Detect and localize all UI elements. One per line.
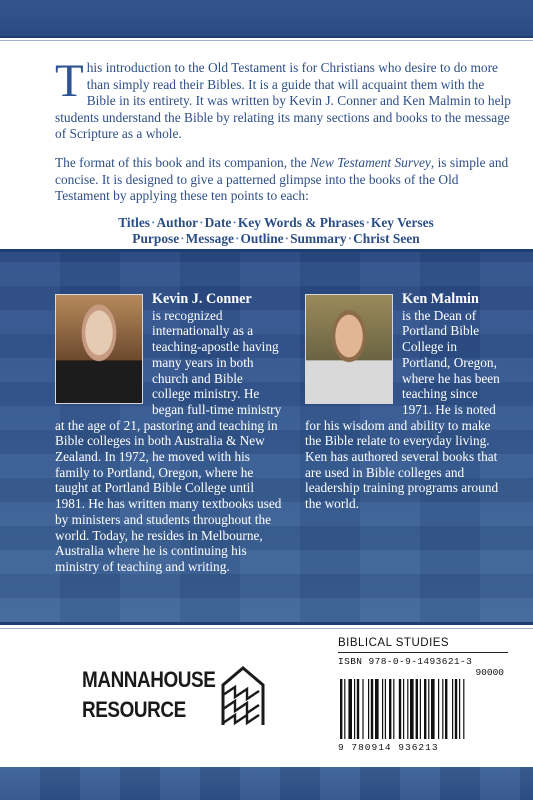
point-separator: · — [232, 214, 237, 230]
back-cover-footer — [0, 622, 533, 767]
point-titles: Titles — [118, 214, 150, 230]
divider — [338, 652, 508, 653]
isbn-text: ISBN 978-0-9-1493621-3 — [338, 656, 473, 667]
author-photo-malmin — [305, 294, 393, 404]
author-bio-malmin — [305, 292, 500, 512]
barcode-block — [338, 637, 508, 769]
point-separator: · — [150, 214, 156, 230]
point-outline: Outline — [240, 231, 284, 247]
point-key-verses: Key Verses — [370, 214, 434, 230]
intro-paragraph-2 — [55, 155, 513, 205]
point-separator: · — [284, 231, 290, 247]
drop-cap: T — [55, 55, 84, 107]
point-separator: · — [234, 231, 240, 247]
publisher-name — [82, 665, 215, 725]
publisher-logo — [82, 665, 272, 733]
ten-points-list — [39, 215, 513, 248]
staircase-logo-icon — [220, 665, 266, 727]
point-summary: Summary — [290, 231, 347, 247]
price-code: 90000 — [475, 667, 504, 678]
author-bios-section — [0, 252, 533, 622]
point-purpose: Purpose — [132, 231, 180, 247]
intro-paragraph-2-start: The format of this book and its companion, the — [55, 154, 311, 170]
intro-paragraph-1 — [55, 55, 513, 143]
author-bio-text: is the Dean of Portland Bible College in Portland, Oregon, where he has been teaching since 1971. He is noted for his wisdom and ability to make the Bible relate to everyday living. Ken has authored several books that are used in Bible colleges and leadership training programs around the world. — [305, 307, 500, 512]
barcode-icon — [338, 679, 504, 741]
author-photo-conner — [55, 294, 143, 404]
point-message: Message — [185, 231, 234, 247]
point-separator: · — [199, 214, 204, 230]
author-name: Kevin J. Conner — [152, 291, 252, 307]
barcode-number: 9 780914 936213 — [338, 742, 439, 753]
author-bio-text: is recognized internationally as a teaching-apostle having many years in both church and Bible college ministry. He began full-time ministry at the age of 21, pastoring and teaching in Bible colleges in both Australia & New Zealand. In 1972, he moved with his family to Portland, Oregon, where he taught at Portland Bible College until 1981. He has written many textbooks used by ministers and students throughout the world. Today, he resides in Melbourne, Australia where he is continuing his ministry of teaching and writing. — [55, 307, 282, 574]
companion-book-title: New Testament Survey — [310, 154, 431, 170]
point-separator: · — [180, 231, 185, 247]
intro-panel — [0, 36, 533, 252]
point-author: Author — [156, 214, 199, 230]
publisher-name-line-2: RESOURCE — [82, 697, 186, 722]
genre-label: BIBLICAL STUDIES — [338, 637, 450, 649]
bottom-color-band — [0, 767, 533, 800]
points-row-1 — [39, 215, 513, 232]
intro-paragraph-2-end: , is simple and concise. It is designed to give a patterned glimpse into the books of the Old Testament by applying these ten points to each: — [55, 154, 509, 204]
intro-paragraph-1-text: his introduction to the Old Testament is for Christians who desire to do more than simply read their Bibles. It is a guide that will acquaint them with the Bible in its entirety. It was written by Kevin J. Conner and Ken Malmin to help students understand the Bible by relating its many sections and books to the message of Scripture as a whole. — [55, 60, 511, 142]
point-key-words: Key Words & Phrases — [237, 214, 365, 230]
author-name: Ken Malmin — [402, 291, 479, 307]
point-christ-seen: Christ Seen — [353, 231, 420, 247]
point-date: Date — [204, 214, 232, 230]
author-bio-conner — [55, 292, 283, 575]
publisher-name-line-1: MANNAHOUSE — [82, 667, 216, 692]
points-row-2 — [39, 231, 513, 248]
point-separator: · — [347, 231, 353, 247]
top-color-band — [0, 0, 533, 36]
point-separator: · — [365, 214, 370, 230]
